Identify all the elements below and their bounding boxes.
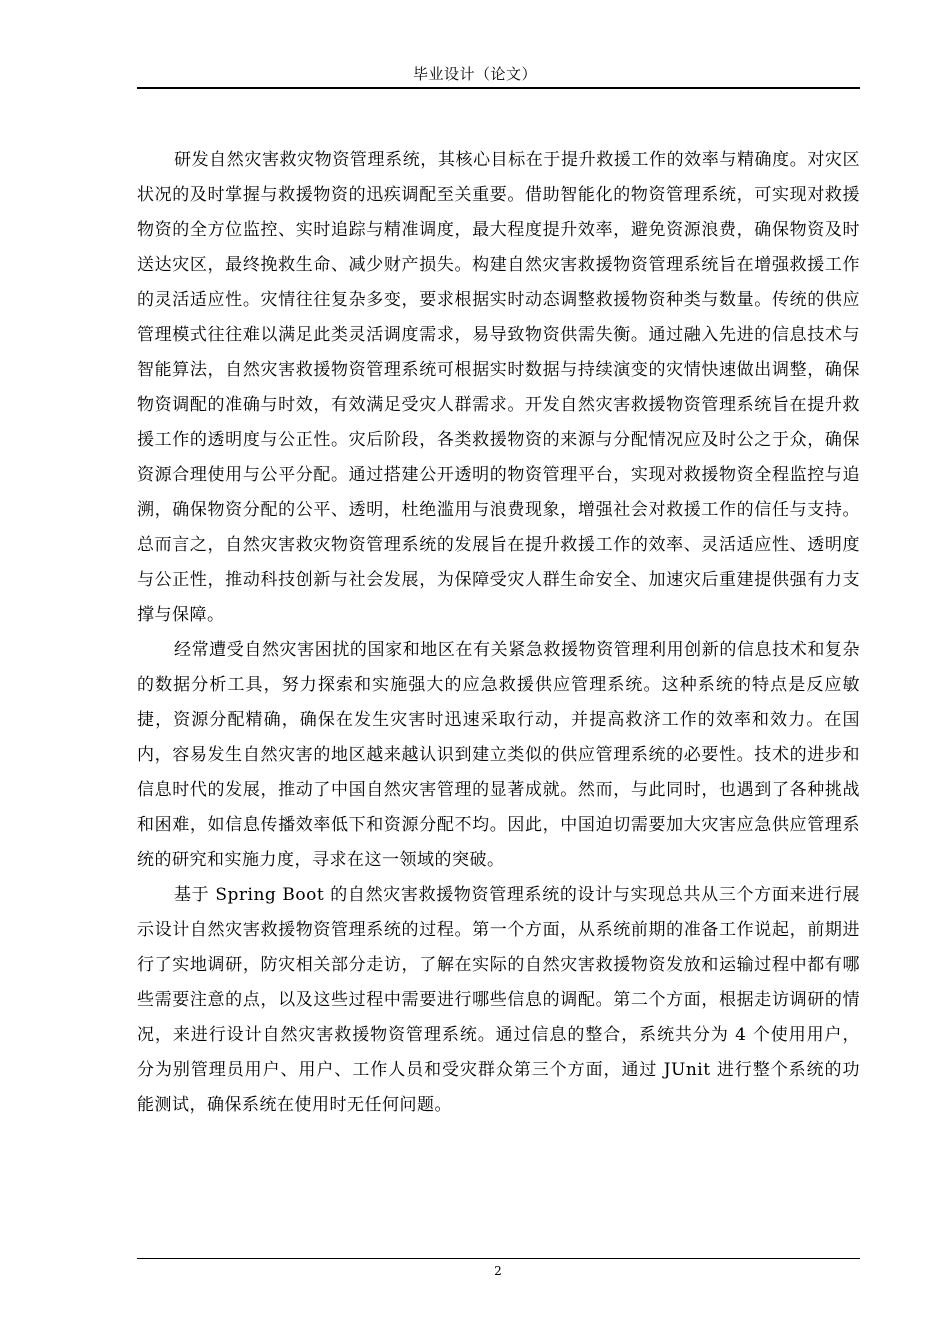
body-text <box>137 143 860 1123</box>
paragraph-2: 经常遭受自然灾害困扰的国家和地区在有关紧急救援物资管理利用创新的信息技术和复杂的数据分析工具，努力探索和实施强大的应急救援供应管理系统。这种系统的特点是反应敏捷，资源分配精确，确保在发生灾害时迅速采取行动，并提高救济工作的效率和效力。在国内，容易发生自然灾害的地区越来越认识到建立类似的供应管理系统的必要性。技术的进步和信息时代的发展，推动了中国自然灾害管理的显著成就。然而，与此同时，也遇到了各种挑战和困难，如信息传播效率低下和资源分配不均。因此，中国迫切需要加大灾害应急供应管理系统的研究和实施力度，寻求在这一领域的突破。 <box>137 640 860 870</box>
paragraph-1: 研发自然灾害救灾物资管理系统，其核心目标在于提升救援工作的效率与精确度。对灾区状况的及时掌握与救援物资的迅疾调配至关重要。借助智能化的物资管理系统，可实现对救援物资的全方位监控、实时追踪与精准调度，最大程度提升效率，避免资源浪费，确保物资及时送达灾区，最终挽救生命、减少财产损失。构建自然灾害救援物资管理系统旨在增强救援工作的灵活适应性。灾情往往复杂多变，要求根据实时动态调整救援物资种类与数量。传统的供应管理模式往往难以满足此类灵活调度需求，易导致物资供需失衡。通过融入先进的信息技术与智能算法，自然灾害救援物资管理系统可根据实时数据与持续演变的灾情快速做出调整，确保物资调配的准确与时效，有效满足受灾人群需求。开发自然灾害救援物资管理系统旨在提升救援工作的透明度与公正性。灾后阶段，各类救援物资的来源与分配情况应及时公之于众，确保资源合理使用与公平分配。通过搭建公开透明的物资管理平台，实现对救援物资全程监控与追溯，确保物资分配的公平、透明，杜绝滥用与浪费现象，增强社会对救援工作的信任与支持。总而言之，自然灾害救灾物资管理系统的发展旨在提升救援工作的效率、灵活适应性、透明度与公正性，推动科技创新与社会发展，为保障受灾人群生命安全、加速灾后重建提供强有力支撑与保障。 <box>137 150 860 625</box>
page-number: 2 <box>494 1264 502 1278</box>
footer-divider <box>137 1258 860 1259</box>
header-divider <box>137 87 860 89</box>
paragraph-3: 基于 Spring Boot 的自然灾害救援物资管理系统的设计与实现总共从三个方面来进行展示设计自然灾害救援物资管理系统的过程。第一个方面，从系统前期的准备工作说起，前期进行了实地调研，防灾相关部分走访，了解在实际的自然灾害救援物资发放和运输过程中都有哪些需要注意的点，以及这些过程中需要进行哪些信息的调配。第二个方面，根据走访调研的情况，来进行设计自然灾害救援物资管理系统。通过信息的整合，系统共分为 4 个使用用户，分为别管理员用户、用户、工作人员和受灾群众第三个方面，通过 JUnit 进行整个系统的功能测试，确保系统在使用时无任何问题。 <box>137 885 860 1115</box>
page-header-title: 毕业设计（论文） <box>412 65 537 83</box>
